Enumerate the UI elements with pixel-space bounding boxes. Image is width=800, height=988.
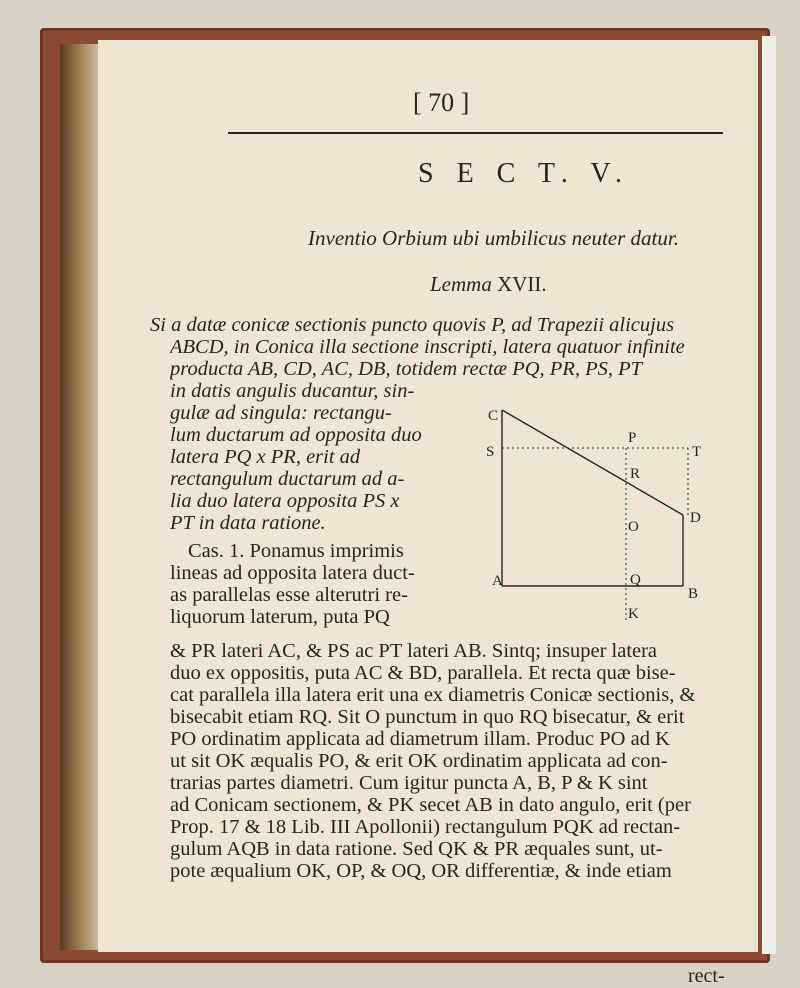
proposition-line: producta AB, CD, AC, DB, totidem rectæ PQ, PR, PS, PT — [170, 358, 643, 380]
body-line: pote æqualium OK, OP, & OQ, OR differentiæ, & inde etiam — [170, 860, 672, 882]
page-edge — [762, 36, 776, 954]
lemma-heading — [430, 272, 547, 297]
proposition-line: lia duo latera opposita PS x — [170, 490, 400, 512]
diagram-label: B — [688, 586, 699, 602]
body-line: PO ordinatim applicata ad diametrum illam. Produc PO ad K — [170, 728, 670, 750]
body-line: ad Conicam sectionem, & PK secet AB in dato angulo, erit (per — [170, 794, 691, 816]
body-line: gulum AQB in data ratione. Sed QK & PR æquales sunt, ut- — [170, 838, 663, 860]
body-line: trarias partes diametri. Cum igitur puncta A, B, P & K sint — [170, 772, 648, 794]
proposition-line: in datis angulis ducantur, sin- — [170, 380, 415, 402]
body-line: duo ex oppositis, puta AC & BD, parallela. Et recta quæ bise- — [170, 662, 676, 684]
section-title: S E C T. V. — [418, 158, 630, 189]
body-line: ut sit OK æqualis PO, & erit OK ordinatim applicata ad con- — [170, 750, 668, 772]
diagram-label: A — [492, 573, 503, 589]
side-cd — [502, 410, 683, 515]
proposition-line: rectangulum ductarum ad a- — [170, 468, 405, 490]
body-line: liquorum laterum, puta PQ — [170, 606, 390, 628]
lemma-number: XVII. — [497, 272, 547, 296]
proposition-line: PT in data ratione. — [170, 512, 326, 534]
proposition-line: latera PQ x PR, erit ad — [170, 446, 361, 468]
diagram-label: S — [486, 444, 495, 460]
diagram-label: C — [488, 408, 499, 424]
proposition-line: lum ductarum ad opposita duo — [170, 424, 422, 446]
diagram-label: R — [630, 466, 641, 482]
page-number: [ 70 ] — [413, 88, 470, 117]
proposition-line: gulæ ad singula: rectangu- — [170, 402, 392, 424]
diagram-label: P — [628, 430, 637, 446]
diagram-label: Q — [630, 572, 641, 588]
diagram-label: K — [628, 606, 639, 622]
page — [98, 40, 758, 987]
body-line: Prop. 17 & 18 Lib. III Apollonii) rectangulum PQK ad rectan- — [170, 816, 681, 838]
body-line: lineas ad opposita latera duct- — [170, 562, 415, 584]
header-rule — [228, 132, 723, 134]
catchword: rect- — [688, 965, 725, 987]
body-line: cat parallela illa latera erit una ex diametris Conicæ sectionis, & — [170, 684, 696, 706]
diagram-label: T — [692, 444, 702, 460]
section-subtitle: Inventio Orbium ubi umbilicus neuter datur. — [308, 226, 679, 250]
trapezium-diagram — [478, 390, 728, 630]
lemma-label: Lemma — [430, 272, 492, 296]
proposition-line: ABCD, in Conica illa sectione inscripti, latera quatuor infinite — [170, 336, 685, 358]
diagram-label: O — [628, 519, 639, 535]
proposition-line: Si a datæ conicæ sectionis puncto quovis P, ad Trapezii alicujus — [150, 314, 675, 336]
body-line: bisecabit etiam RQ. Sit O punctum in quo RQ bisecatur, & erit — [170, 706, 685, 728]
body-line: Cas. 1. Ponamus imprimis — [188, 540, 404, 562]
diagram-label: D — [690, 510, 701, 526]
body-line: as parallelas esse alterutri re- — [170, 584, 408, 606]
body-line: & PR lateri AC, & PS ac PT lateri AB. Sintq; insuper latera — [170, 640, 658, 662]
